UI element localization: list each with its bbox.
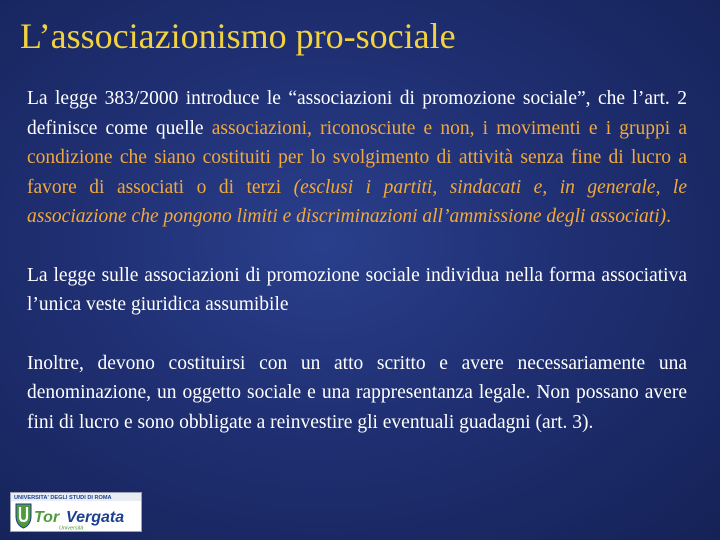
logo-subtext: Università bbox=[59, 525, 84, 531]
logo-top-text: UNIVERSITA' DEGLI STUDI DI ROMA bbox=[14, 495, 112, 502]
paragraph-text: La legge 383/2000 introduce le “associazioni di promozione sociale”, che l’art. 2 definisce come quelle bbox=[27, 88, 687, 139]
highlighted-text: associazioni, riconosciute e non, i movimenti e i gruppi a condizione che siano costituiti per lo svolgimento di attività senza fine di lucro a favore di associati o di terzi bbox=[27, 117, 687, 198]
logo-wordmark-vergata: Vergata bbox=[66, 509, 125, 526]
paragraph-legge-383 bbox=[27, 84, 687, 232]
paragraph-text: Inoltre, devono costituirsi con un atto scritto e avere necessariamente una denominazione, un oggetto sociale e una rappresentanza legale. Non possano avere fini di lucro e sono obbligate a reinvestire gli eventuali guadagni (art. 3). bbox=[27, 352, 687, 433]
paragraph-text: La legge sulle associazioni di promozione sociale individua nella forma associativa l’unica veste giuridica assumibile bbox=[27, 264, 687, 315]
slide-title: L’associazionismo pro-sociale bbox=[20, 16, 456, 56]
tor-vergata-logo-icon bbox=[11, 493, 141, 531]
paragraph-requisiti bbox=[27, 349, 687, 438]
closing-period: . bbox=[666, 206, 671, 227]
slide-body bbox=[27, 84, 687, 437]
italic-note: (esclusi i partiti, sindacati e, in generale, le associazione che pongono limiti e discriminazioni all’ammissione degli associati) bbox=[27, 176, 688, 227]
logo-wordmark-tor: Tor bbox=[34, 509, 60, 526]
paragraph-forma-associativa bbox=[27, 261, 687, 320]
university-logo bbox=[10, 492, 142, 532]
